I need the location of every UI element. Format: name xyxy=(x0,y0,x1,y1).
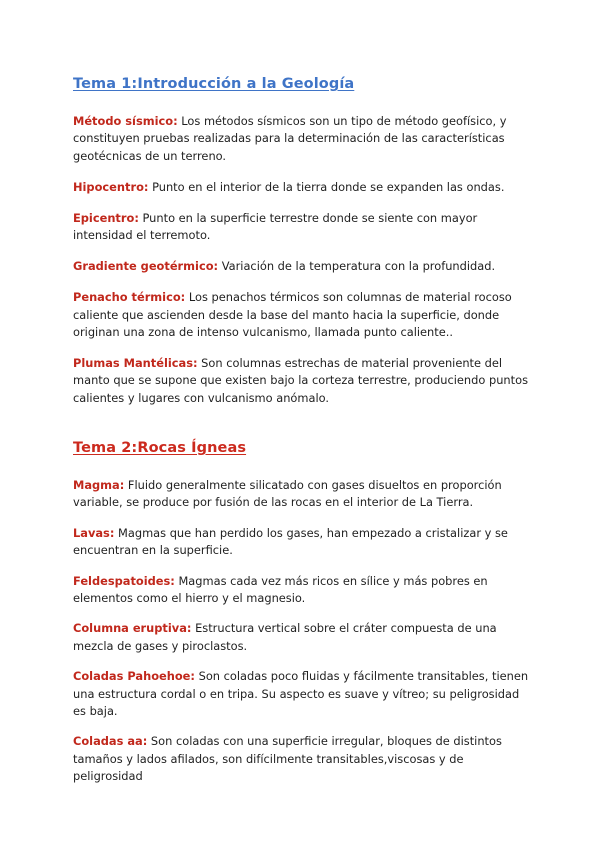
glossary-term: Epicentro: xyxy=(73,210,139,225)
glossary-term: Feldespatoides: xyxy=(73,573,175,588)
glossary-entry xyxy=(73,179,533,196)
glossary-term: Hipocentro: xyxy=(73,179,149,194)
glossary-term: Magma: xyxy=(73,478,125,492)
glossary-term: Método sísmico: xyxy=(73,114,178,128)
glossary-entry xyxy=(73,620,533,655)
glossary-entry xyxy=(73,573,533,608)
glossary-entry xyxy=(73,668,533,720)
glossary-definition: Son coladas poco fluidas y fácilmente transitables, tienen una estructura cordal o en tripa. Su aspecto es suave y vítreo; su peligrosidad es baja. xyxy=(73,669,529,719)
glossary-definition: Los penachos térmicos son columnas de material rocoso caliente que ascienden desde la base del manto hacia la superficie, donde originan una zona de intenso vulcanismo, llamada punto caliente.. xyxy=(73,290,512,340)
glossary-entry xyxy=(73,477,533,512)
glossary-term: Penacho térmico: xyxy=(73,290,186,305)
glossary-definition: Son columnas estrechas de material proveniente del manto que se supone que existen bajo la corteza terrestre, produciendo puntos calientes y lugares con vulcanismo anómalo. xyxy=(73,356,529,405)
glossary-definition: Punto en la superficie terrestre donde se siente con mayor intensidad el terremoto. xyxy=(73,210,478,243)
glossary-term: Columna eruptiva: xyxy=(73,621,192,636)
glossary-definition: Son coladas con una superficie irregular, bloques de distintos tamaños y lados afilados, son difícilmente transitables,viscosas y de peligrosidad xyxy=(73,734,502,784)
glossary-term: Coladas aa: xyxy=(73,734,148,749)
glossary-definition: Magmas que han perdido los gases, han empezado a cristalizar y se encuentran en la superficie. xyxy=(73,525,508,558)
glossary-definition: Punto en el interior de la tierra donde se expanden las ondas. xyxy=(152,179,505,194)
glossary-entry xyxy=(73,113,533,165)
glossary-term: Coladas Pahoehoe: xyxy=(73,669,195,684)
section-tema-1 xyxy=(73,74,533,421)
glossary-entry xyxy=(73,289,533,341)
glossary-entry xyxy=(73,355,533,407)
glossary-definition: Estructura vertical sobre el cráter compuesta de una mezcla de gases y piroclastos. xyxy=(73,621,497,653)
section-heading: Tema 1:Introducción a la Geología xyxy=(73,76,355,92)
glossary-term: Lavas: xyxy=(73,525,115,540)
glossary-entry xyxy=(73,525,533,560)
glossary-definition: Los métodos sísmicos son un tipo de método geofísico, y constituyen pruebas realizadas para la determinación de las características geotécnicas de un terreno. xyxy=(73,114,507,163)
glossary-entry xyxy=(73,210,533,245)
glossary-definition: Variación de la temperatura con la profundidad. xyxy=(221,259,496,274)
section-heading: Tema 2:Rocas Ígneas xyxy=(73,440,247,456)
glossary-term: Plumas Mantélicas: xyxy=(73,356,198,371)
section-tema-2 xyxy=(73,438,533,799)
glossary-entry xyxy=(73,258,533,275)
glossary-entry xyxy=(73,733,533,785)
glossary-term: Gradiente geotérmico: xyxy=(73,259,219,274)
glossary-definition: Fluido generalmente silicatado con gases disueltos en proporción variable, se produce por fusión de las rocas en el interior de La Tierra. xyxy=(73,478,502,510)
glossary-definition: Magmas cada vez más ricos en sílice y más pobres en elementos como el hierro y el magnesio. xyxy=(73,573,488,606)
